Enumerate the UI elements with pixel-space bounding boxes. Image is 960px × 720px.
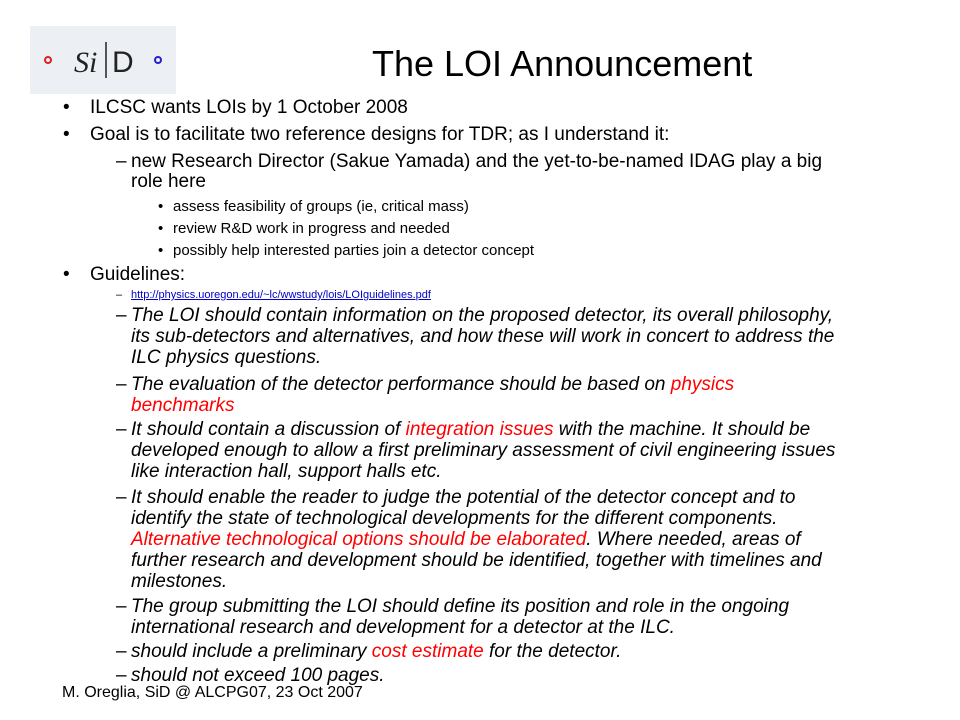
- dash-icon: –: [116, 665, 127, 686]
- page-title: The LOI Announcement: [372, 43, 753, 84]
- guideline-content-line1: The LOI should contain information on the proposed detector, its overall philosophy,: [131, 305, 834, 326]
- guideline-cost-text-b: for the detector.: [483, 641, 622, 662]
- guideline-content-line2: its sub-detectors and alternatives, and how these will work in concert to address the: [131, 326, 835, 347]
- guideline-judge-line1: It should enable the reader to judge the potential of the detector concept and to: [131, 487, 796, 508]
- sub-item-review: review R&D work in progress and needed: [173, 220, 450, 237]
- sid-logo: [30, 26, 176, 94]
- dash-icon: –: [116, 289, 123, 301]
- guideline-cost-line: [131, 641, 621, 663]
- bullet-icon: •: [158, 242, 164, 259]
- sub-item-assess: assess feasibility of groups (ie, critical mass): [173, 198, 469, 215]
- bullet-icon: •: [158, 198, 164, 215]
- bullet-icon: •: [63, 264, 70, 285]
- bullet-guidelines: Guidelines:: [90, 264, 186, 285]
- dash-icon: –: [116, 305, 127, 326]
- guideline-pages-line: should not exceed 100 pages.: [131, 665, 385, 686]
- highlight-integration-issues: integration issues: [405, 419, 554, 440]
- dash-icon: –: [116, 596, 127, 617]
- guidelines-link[interactable]: http://physics.uoregon.edu/~lc/wwstudy/lois/LOIguidelines.pdf: [131, 289, 431, 301]
- dash-icon: –: [116, 487, 127, 508]
- highlight-cost-estimate: cost estimate: [371, 641, 484, 662]
- bullet-icon: •: [158, 220, 164, 237]
- guideline-evaluation-text: The evaluation of the detector performance should be based on: [131, 374, 671, 395]
- guideline-content-line3: ILC physics questions.: [131, 347, 322, 368]
- guideline-integration-text-b: with the machine. It should be: [553, 419, 811, 440]
- bullet-deadline: ILCSC wants LOIs by 1 October 2008: [90, 97, 408, 118]
- guideline-judge-line3: [131, 529, 801, 551]
- highlight-physics: physics: [670, 374, 735, 395]
- highlight-alternative-options: Alternative technological options should be elaborated: [131, 529, 587, 550]
- guideline-judge-line4: further research and development should be identified, together with timelines and: [131, 550, 822, 571]
- guideline-judge-text: . Where needed, areas of: [586, 529, 801, 550]
- sub-item-help: possibly help interested parties join a detector concept: [173, 242, 535, 259]
- sub-research-director-line1: new Research Director (Sakue Yamada) and the yet-to-be-named IDAG play a big: [131, 151, 823, 172]
- guideline-evaluation-line1: [131, 374, 734, 396]
- guideline-integration-line1: [131, 419, 810, 441]
- dash-icon: –: [116, 641, 127, 662]
- guideline-judge-line5: milestones.: [131, 571, 228, 592]
- logo-si-text: Si: [74, 46, 98, 79]
- bullet-goal: Goal is to facilitate two reference designs for TDR; as I understand it:: [90, 124, 670, 145]
- guideline-position-line1: The group submitting the LOI should define its position and role in the ongoing: [131, 596, 790, 617]
- guideline-judge-line2: identify the state of technological developments for the different components.: [131, 508, 778, 529]
- footer-credit: M. Oreglia, SiD @ ALCPG07, 23 Oct 2007: [62, 684, 363, 701]
- dash-icon: –: [116, 419, 127, 440]
- guideline-cost-text-a: should include a preliminary: [131, 641, 372, 662]
- guideline-integration-line3: like interaction hall, support halls etc.: [131, 461, 442, 482]
- bullet-icon: •: [63, 97, 70, 118]
- guideline-integration-text-a: It should contain a discussion of: [131, 419, 406, 440]
- guideline-integration-line2: developed enough to allow a first preliminary assessment of civil engineering issues: [131, 440, 836, 461]
- dash-icon: –: [116, 151, 127, 172]
- bullet-icon: •: [63, 124, 70, 145]
- dash-icon: –: [116, 374, 127, 395]
- guideline-position-line2: international research and development for a detector at the ILC.: [131, 617, 675, 638]
- logo-d-text: D: [112, 46, 134, 79]
- sub-research-director-line2: role here: [131, 171, 206, 192]
- highlight-benchmarks: benchmarks: [131, 395, 235, 416]
